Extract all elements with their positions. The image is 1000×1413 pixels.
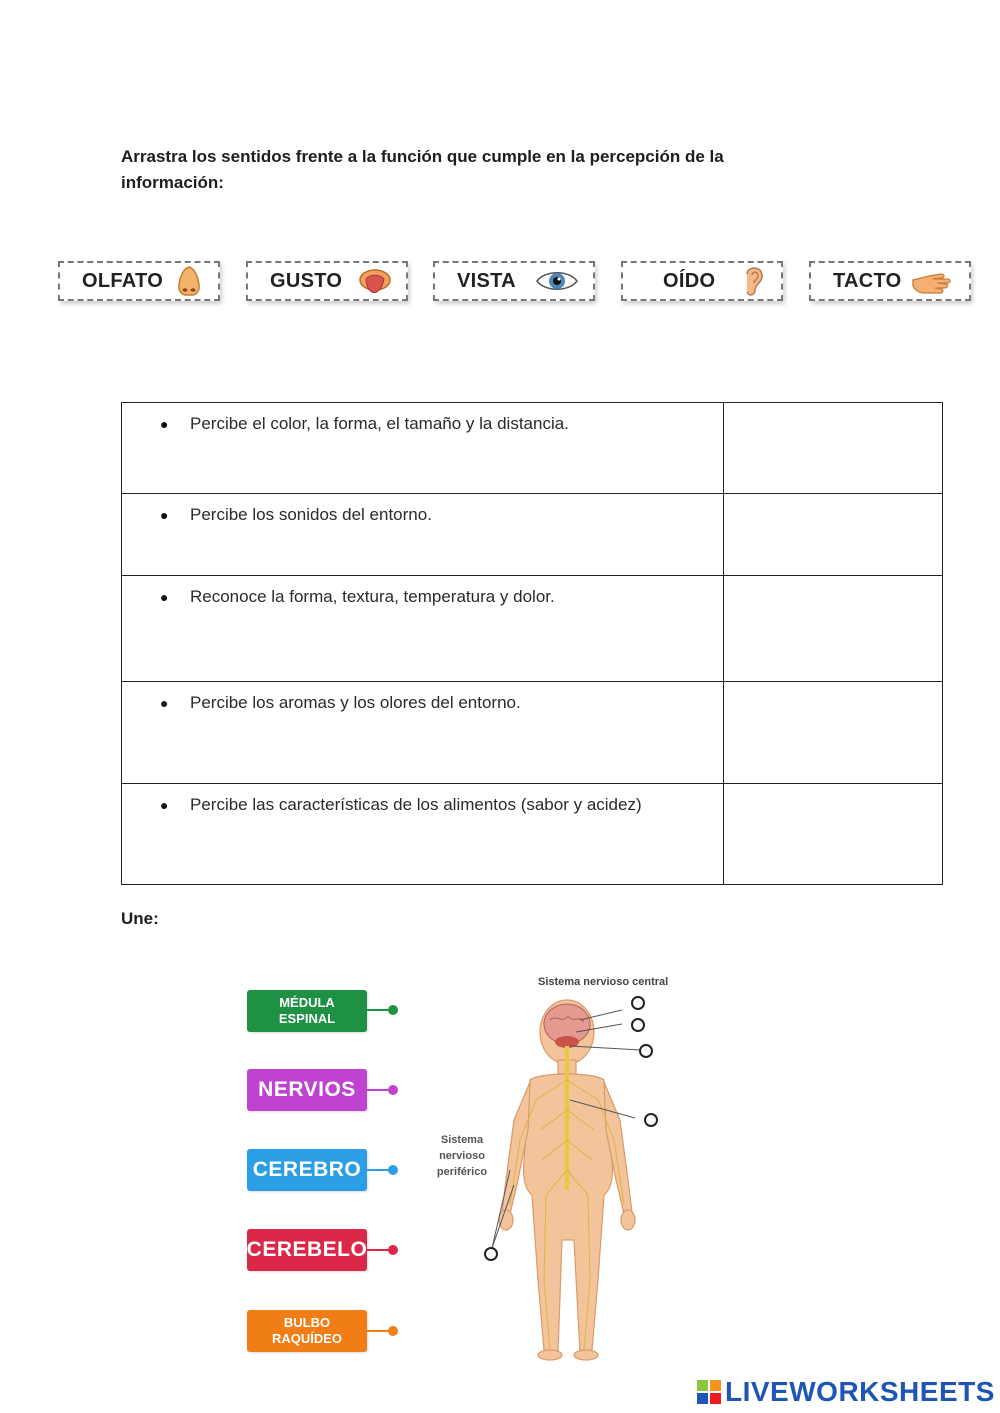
part-text: CEREBRO	[252, 1158, 362, 1181]
chip-label: TACTO	[833, 269, 902, 292]
drag-chip-gusto[interactable]	[246, 261, 408, 301]
drag-chip-olfato[interactable]	[58, 261, 220, 301]
table-row	[122, 403, 943, 494]
eye-icon	[535, 268, 579, 294]
part-text: NERVIOS	[258, 1078, 356, 1101]
drag-chip-vista[interactable]	[433, 261, 595, 301]
connector-nervios[interactable]	[367, 1089, 394, 1091]
description-text: Percibe las características de los alimentos (sabor y acidez)	[190, 795, 642, 814]
answer-ring-2[interactable]	[631, 1018, 645, 1032]
description-cell	[122, 403, 724, 494]
part-label-bulbo-raquideo	[247, 1310, 367, 1352]
connector-dot[interactable]	[388, 1326, 398, 1336]
drag-chip-oido[interactable]	[621, 261, 783, 301]
drop-target[interactable]	[724, 494, 943, 576]
description-text: Percibe el color, la forma, el tamaño y la distancia.	[190, 414, 569, 433]
answer-ring-1[interactable]	[631, 996, 645, 1010]
instructions	[121, 144, 821, 196]
logo-mark-icon	[697, 1380, 721, 1404]
answer-ring-4[interactable]	[644, 1113, 658, 1127]
match-section-title: Une:	[121, 909, 159, 928]
matching-table	[121, 402, 943, 885]
answer-ring-5[interactable]	[484, 1247, 498, 1261]
connector-cerebro[interactable]	[367, 1169, 394, 1171]
chip-label: VISTA	[457, 269, 516, 292]
drop-target[interactable]	[724, 784, 943, 885]
drop-target[interactable]	[724, 403, 943, 494]
description-cell	[122, 494, 724, 576]
description-text: Percibe los aromas y los olores del entorno.	[190, 693, 521, 712]
part-line-2: ESPINAL	[278, 1011, 336, 1026]
part-label-cerebro	[247, 1149, 367, 1191]
connector-dot[interactable]	[388, 1165, 398, 1175]
liveworksheets-logo	[697, 1376, 995, 1408]
connector-medula-espinal[interactable]	[367, 1009, 394, 1011]
tongue-icon	[358, 266, 392, 296]
part-label-cerebelo	[247, 1229, 367, 1271]
hand-icon	[911, 266, 955, 296]
bullet: ●	[160, 416, 169, 432]
description-text: Reconoce la forma, textura, temperatura y dolor.	[190, 587, 555, 606]
chip-label: OLFATO	[82, 269, 164, 292]
description-cell	[122, 576, 724, 682]
caption-central-nervous-system: Sistema nervioso central	[538, 976, 669, 988]
part-line-1: BULBO	[283, 1315, 331, 1330]
bullet: ●	[160, 695, 169, 711]
connector-cerebelo[interactable]	[367, 1249, 394, 1251]
bullet: ●	[160, 797, 169, 813]
bullet: ●	[160, 507, 169, 523]
description-text: Percibe los sonidos del entorno.	[190, 505, 432, 524]
caption-line: nervioso	[439, 1150, 485, 1162]
caption-line: Sistema	[440, 1134, 484, 1146]
logo-wordmark: LIVEWORKSHEETS	[725, 1376, 995, 1407]
table-row	[122, 494, 943, 576]
caption-line: periférico	[436, 1166, 488, 1178]
part-text: CEREBELO	[246, 1238, 368, 1261]
table-row	[122, 784, 943, 885]
drag-chip-tacto[interactable]	[809, 261, 971, 301]
connector-dot[interactable]	[388, 1085, 398, 1095]
table-row	[122, 682, 943, 784]
instructions-line-2: información:	[121, 173, 224, 192]
instructions-line-1: Arrastra los sentidos frente a la función que cumple en la percepción de la	[121, 147, 724, 166]
description-cell	[122, 784, 724, 885]
part-line-2: RAQUÍDEO	[271, 1331, 343, 1346]
drop-target[interactable]	[724, 576, 943, 682]
connector-bulbo-raquideo[interactable]	[367, 1330, 394, 1332]
connector-dot[interactable]	[388, 1245, 398, 1255]
part-label-nervios	[247, 1069, 367, 1111]
description-cell	[122, 682, 724, 784]
chip-label: GUSTO	[270, 269, 343, 292]
drop-target[interactable]	[724, 682, 943, 784]
part-label-medula-espinal	[247, 990, 367, 1032]
connector-dot[interactable]	[388, 1005, 398, 1015]
table-row	[122, 576, 943, 682]
ear-icon	[741, 264, 767, 298]
chip-label: OÍDO	[663, 269, 716, 292]
bullet: ●	[160, 589, 169, 605]
answer-ring-3[interactable]	[639, 1044, 653, 1058]
part-line-1: MÉDULA	[279, 995, 335, 1010]
nose-icon	[174, 265, 204, 297]
